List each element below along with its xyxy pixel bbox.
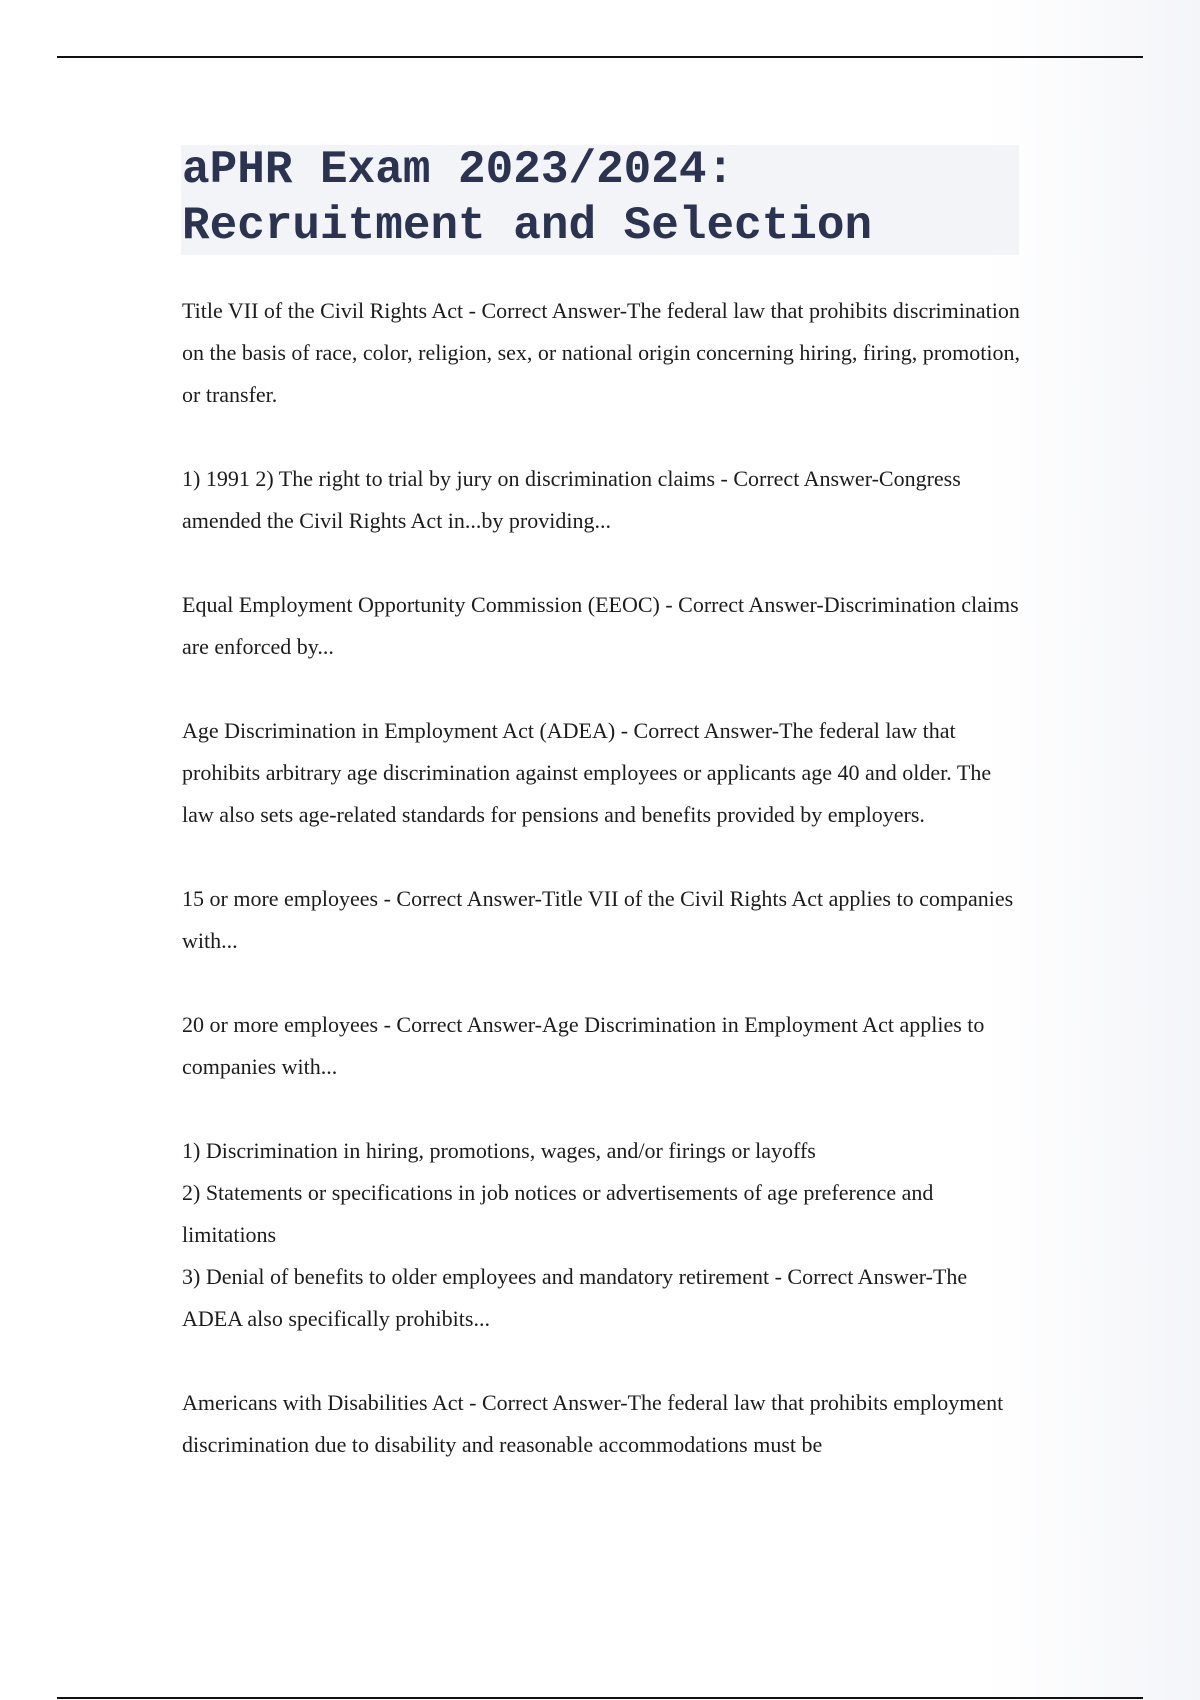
qa-text: 2) Statements or specifications in job notices or advertisements of age preference and limitations [182, 1180, 934, 1247]
qa-text: 1) Discrimination in hiring, promotions, wages, and/or firings or layoffs [182, 1138, 816, 1163]
qa-entry [182, 290, 1022, 416]
qa-text: 15 or more employees - Correct Answer-Title VII of the Civil Rights Act applies to companies with... [182, 886, 1014, 953]
document-body [182, 290, 1022, 1508]
qa-entry [182, 878, 1022, 962]
qa-entry [182, 710, 1022, 836]
document-title: aPHR Exam 2023/2024: Recruitment and Selection [182, 144, 873, 252]
qa-text: Age Discrimination in Employment Act (ADEA) - Correct Answer-The federal law that prohibits arbitrary age discrimination against employees or applicants age 40 and older. The law also sets age-related standards for pensions and benefits provided by employers. [182, 718, 992, 827]
top-divider [57, 56, 1143, 58]
qa-text: Equal Employment Opportunity Commission (EEOC) - Correct Answer-Discrimination claims are enforced by... [182, 592, 1019, 659]
qa-text: 1) 1991 2) The right to trial by jury on discrimination claims - Correct Answer-Congress amended the Civil Rights Act in...by providing... [182, 466, 961, 533]
qa-text: Americans with Disabilities Act - Correct Answer-The federal law that prohibits employment discrimination due to disability and reasonable accommodations must be [182, 1390, 1004, 1457]
qa-entry [182, 1382, 1022, 1466]
qa-text: Title VII of the Civil Rights Act - Correct Answer-The federal law that prohibits discrimination on the basis of race, color, religion, sex, or national origin concerning hiring, firing, promotion, or transfer. [182, 298, 1020, 407]
qa-text: 20 or more employees - Correct Answer-Age Discrimination in Employment Act applies to companies with... [182, 1012, 985, 1079]
bottom-divider [57, 1697, 1143, 1699]
qa-entry [182, 1130, 1022, 1340]
qa-text: 3) Denial of benefits to older employees and mandatory retirement - Correct Answer-The ADEA also specifically prohibits... [182, 1264, 968, 1331]
qa-entry [182, 584, 1022, 668]
qa-entry [182, 1004, 1022, 1088]
qa-entry [182, 458, 1022, 542]
